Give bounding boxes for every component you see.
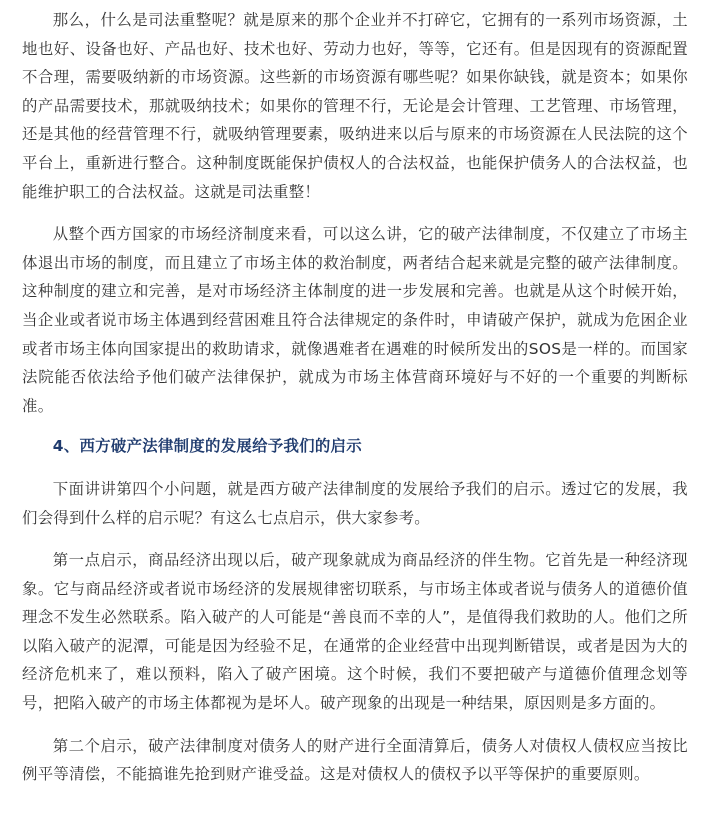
paragraph-judicial-reorganization: 那么，什么是司法重整呢？就是原来的那个企业并不打碎它，它拥有的一系列市场资源，土地也好、设备也好、产品也好、技术也好、劳动力也好，等等，它还有。但是因现有的资源配置不合理，需要吸纳新的市场资源。这些新的市场资源有哪些呢？如果你缺钱，就是资本；如果你的产品需要技术，那就吸纳技术；如果你的管理不行，无论是会计管理、工艺管理、市场管理，还是其他的经营管理不行，就吸纳管理要素，吸纳进来以后与原来的市场资源在人民法院的这个平台上，重新进行整合。这种制度既能保护债权人的合法权益，也能保护债务人的合法权益，也能维护职工的合法权益。这就是司法重整！ [22,11,688,201]
paragraph-western-bankruptcy-system: 从整个西方国家的市场经济制度来看，可以这么讲，它的破产法律制度，不仅建立了市场主体退出市场的制度，而且建立了市场主体的救治制度，两者结合起来就是完整的破产法律制度。这种制度的建立和完善，是对市场经济主体制度的进一步发展和完善。也就是从这个时候开始，当企业或者说市场主体遇到经营困难且符合法律规定的条件时，申请破产保护，就成为危困企业或者市场主体向国家提出的救助请求，就像遇难者在遇难的时候所发出的SOS是一样的。而国家法院能否依法给予他们破产法律保护，就成为市场主体营商环境好与不好的一个重要的判断标准。 [22,225,688,415]
article-body [22,6,688,789]
paragraph-first-lesson: 第一点启示，商品经济出现以后，破产现象就成为商品经济的伴生物。它首先是一种经济现象。它与商品经济或者说市场经济的发展规律密切联系，与市场主体或者说与债务人的道德价值理念不发生必然联系。陷入破产的人可能是“善良而不幸的人”，是值得我们救助的人。他们之所以陷入破产的泥潭，可能是因为经验不足，在通常的企业经营中出现判断错误，或者是因为大的经济危机来了，难以预料，陷入了破产困境。这个时候，我们不要把破产与道德价值理念划等号，把陷入破产的市场主体都视为是坏人。破产现象的出现是一种结果，原因则是多方面的。 [22,551,688,713]
paragraph-fourth-question: 下面讲讲第四个小问题，就是西方破产法律制度的发展给予我们的启示。透过它的发展，我们会得到什么样的启示呢？有这么七点启示，供大家参考。 [22,479,688,527]
section-heading: 4、西方破产法律制度的发展给予我们的启示 [52,437,362,456]
paragraph-second-lesson: 第二个启示，破产法律制度对债务人的财产进行全面清算后，债务人对债权人债权应当按比例平等清偿，不能搞谁先抢到财产谁受益。这是对债权人的债权予以平等保护的重要原则。 [22,736,688,784]
